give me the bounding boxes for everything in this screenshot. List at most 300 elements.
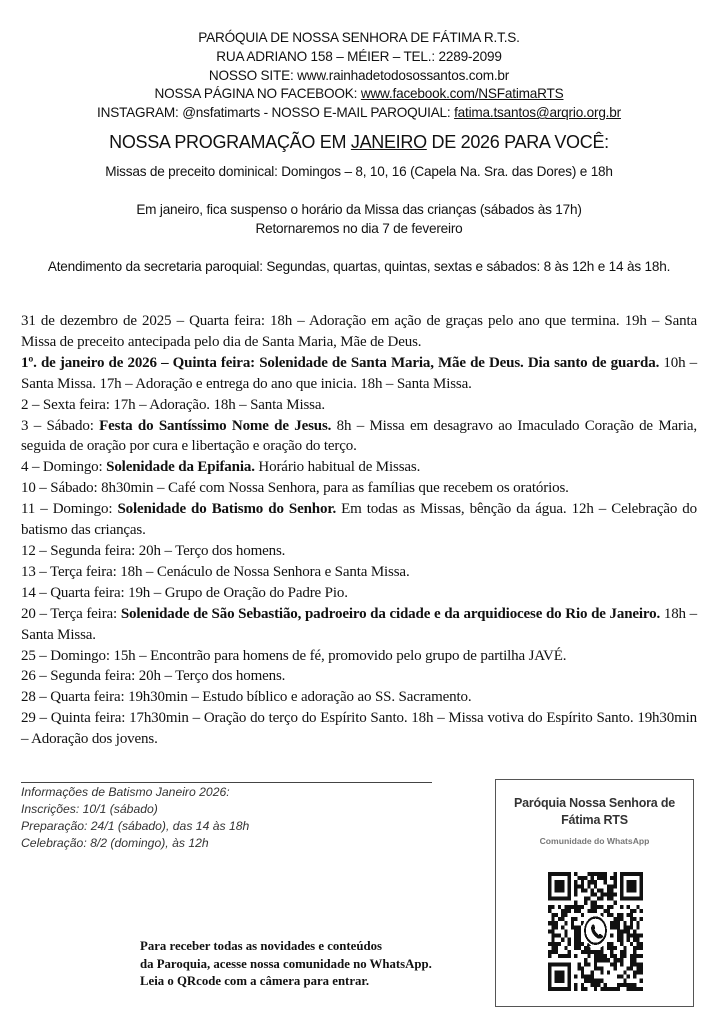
qr-module — [591, 970, 594, 974]
email-link[interactable]: fatima.tsantos@arqrio.org.br — [454, 105, 621, 121]
qr-module — [620, 983, 623, 987]
qr-module — [548, 954, 551, 958]
qr-module — [636, 938, 639, 942]
qr-module — [614, 962, 617, 966]
qr-module — [574, 880, 577, 884]
qr-module — [620, 913, 623, 917]
qr-module — [600, 987, 603, 991]
qr-module — [551, 938, 554, 942]
qr-module — [607, 958, 610, 962]
qr-module — [600, 905, 603, 909]
qr-module — [620, 938, 623, 942]
qr-module — [610, 962, 613, 966]
qr-module — [555, 913, 558, 917]
qr-module — [633, 975, 636, 979]
schedule-item — [21, 416, 697, 458]
qr-module — [636, 925, 639, 929]
baptism-celebration: Celebração: 8/2 (domingo), às 12h — [21, 836, 209, 850]
qr-module — [610, 888, 613, 892]
qr-module — [610, 934, 613, 938]
qr-module — [630, 909, 633, 913]
qr-module — [594, 901, 597, 905]
qr-module — [581, 970, 584, 974]
qr-module — [636, 905, 639, 909]
qr-module — [584, 958, 587, 962]
qr-code[interactable] — [548, 872, 643, 991]
qr-module — [623, 921, 626, 925]
facebook-link[interactable]: www.facebook.com/NSFatimaRTS — [360, 86, 564, 102]
schedule-item — [21, 583, 697, 604]
title-prefix: NOSSA PROGRAMAÇÃO EM — [109, 132, 351, 152]
qr-module — [620, 942, 623, 946]
qr-module — [581, 884, 584, 888]
schedule-item — [21, 646, 697, 667]
schedule-item — [21, 457, 697, 478]
qr-module — [594, 962, 597, 966]
baptism-title: Informações de Batismo Janeiro 2026: — [21, 785, 230, 799]
qr-module — [574, 929, 577, 933]
qr-module — [581, 975, 584, 979]
qr-module — [614, 880, 617, 884]
qr-module — [617, 958, 620, 962]
qr-module — [564, 921, 567, 925]
schedule-highlight: Solenidade de São Sebastião, padroeiro da cidade e da arquidiocese do Rio de Janeiro. — [120, 605, 661, 622]
schedule-item — [21, 353, 697, 395]
qr-module — [610, 950, 613, 954]
qr-module — [574, 925, 577, 929]
qr-module — [597, 905, 600, 909]
qr-module — [623, 929, 626, 933]
qr-module — [623, 954, 626, 958]
schedule-text: Em todas as Missas, bênção da água. 12h – Celebração do batismo das crianças. — [21, 501, 697, 539]
schedule-item — [21, 562, 697, 583]
qr-module — [610, 954, 613, 958]
qr-module — [640, 970, 643, 974]
qr-module — [594, 893, 597, 897]
qr-module — [633, 929, 636, 933]
qr-module — [600, 979, 603, 983]
qr-module — [561, 913, 564, 917]
qr-module — [614, 958, 617, 962]
qr-module — [614, 925, 617, 929]
qr-module — [568, 954, 571, 958]
qr-module — [607, 905, 610, 909]
qr-module — [600, 970, 603, 974]
parish-address: RUA ADRIANO 158 – MÉIER – TEL.: 2289-2099 — [216, 48, 502, 64]
qr-module — [617, 921, 620, 925]
qr-module — [614, 954, 617, 958]
schedule-highlight: 1º. de janeiro de 2026 – Quinta feira: Solenidade de Santa Maria, Mãe de Deus. Dia santo de guarda. — [21, 354, 660, 371]
schedule-text: 10h – Santa Missa. 17h – Adoração e entrega do ano que inicia. 18h – Santa Missa. — [21, 354, 697, 392]
qr-card-title — [496, 795, 693, 829]
qr-module — [614, 921, 617, 925]
page-title — [0, 130, 718, 154]
qr-module — [587, 950, 590, 954]
qr-title-line: Fátima RTS — [561, 813, 628, 827]
qr-module — [587, 872, 590, 876]
qr-module — [568, 909, 571, 913]
qr-module — [551, 934, 554, 938]
qr-module — [581, 888, 584, 892]
qr-module — [614, 987, 617, 991]
qr-module — [584, 979, 587, 983]
facebook-line — [0, 85, 718, 104]
qr-module — [561, 917, 564, 921]
title-suffix: DE 2026 PARA VOCÊ: — [426, 132, 609, 152]
qr-module — [581, 966, 584, 970]
qr-module — [607, 942, 610, 946]
qr-module — [561, 925, 564, 929]
qr-module — [636, 987, 639, 991]
qr-module — [577, 905, 580, 909]
qr-module — [555, 921, 558, 925]
qr-module — [594, 909, 597, 913]
qr-module — [568, 905, 571, 909]
qr-module — [610, 893, 613, 897]
qr-module — [627, 929, 630, 933]
qr-module — [620, 934, 623, 938]
qr-module — [564, 954, 567, 958]
qr-module — [548, 905, 551, 909]
qr-module — [610, 905, 613, 909]
qr-module — [571, 905, 574, 909]
facebook-label: NOSSA PÁGINA NO FACEBOOK: — [154, 86, 361, 102]
qr-module — [636, 921, 639, 925]
qr-module — [623, 979, 626, 983]
qr-module — [577, 925, 580, 929]
qr-module — [577, 884, 580, 888]
qr-module — [551, 946, 554, 950]
qr-module — [630, 987, 633, 991]
qr-module — [594, 884, 597, 888]
qr-module — [600, 958, 603, 962]
qr-module — [577, 876, 580, 880]
message-line: Leia o QRcode com a câmera para entrar. — [140, 974, 370, 988]
qr-module — [633, 938, 636, 942]
qr-module — [584, 950, 587, 954]
qr-module — [636, 934, 639, 938]
qr-module — [604, 893, 607, 897]
qr-module — [591, 893, 594, 897]
instagram-label: INSTAGRAM: @nsfatimarts - NOSSO E-MAIL PAROQUIAL: — [97, 105, 455, 121]
qr-module — [581, 905, 584, 909]
qr-module — [597, 876, 600, 880]
schedule-highlight: Solenidade do Batismo do Senhor. — [117, 501, 337, 518]
qr-module — [630, 962, 633, 966]
qr-module — [607, 987, 610, 991]
baptism-registration: Inscrições: 10/1 (sábado) — [21, 802, 158, 816]
schedule-item — [21, 604, 697, 646]
schedule-text: 2 – Sexta feira: 17h – Adoração. 18h – Santa Missa. — [21, 396, 325, 413]
qr-module — [591, 880, 594, 884]
qr-module — [574, 893, 577, 897]
qr-module — [577, 946, 580, 950]
qr-module — [584, 888, 587, 892]
qr-module — [633, 970, 636, 974]
qr-module — [610, 921, 613, 925]
qr-module — [594, 954, 597, 958]
qr-module — [607, 884, 610, 888]
qr-module — [636, 962, 639, 966]
qr-module — [617, 929, 620, 933]
qr-module — [571, 921, 574, 925]
schedule-text: 10 – Sábado: 8h30min – Café com Nossa Senhora, para as famílias que recebem os oratórios. — [21, 480, 569, 497]
qr-module — [633, 987, 636, 991]
qr-module — [597, 958, 600, 962]
site-url: www.rainhadetodosossantos.com.br — [297, 67, 510, 83]
qr-module — [548, 942, 551, 946]
qr-module — [604, 958, 607, 962]
return-date-notice: Retornaremos no dia 7 de fevereiro — [255, 221, 463, 236]
schedule-text: 28 – Quarta feira: 19h30min – Estudo bíblico e adoração ao SS. Sacramento. — [21, 689, 472, 706]
site-label: NOSSO SITE: — [208, 67, 298, 83]
qr-module — [620, 975, 623, 979]
qr-module — [594, 966, 597, 970]
qr-module — [633, 962, 636, 966]
qr-module — [584, 897, 587, 901]
schedule-text: 25 – Domingo: 15h – Encontrão para homens de fé, promovido pelo grupo de partilha JAVÉ. — [21, 647, 567, 664]
qr-module — [610, 942, 613, 946]
qr-module — [558, 934, 561, 938]
site-line — [0, 67, 718, 86]
qr-module — [604, 954, 607, 958]
qr-module — [548, 909, 551, 913]
schedule-item — [21, 499, 697, 541]
qr-module — [571, 925, 574, 929]
qr-module — [610, 897, 613, 901]
qr-module — [581, 913, 584, 917]
office-hours-notice: Atendimento da secretaria paroquial: Segundas, quartas, quintas, sextas e sábados: 8 às 12h e 14 às 18h. — [47, 259, 671, 274]
qr-module — [630, 966, 633, 970]
qr-module — [597, 983, 600, 987]
qr-module — [633, 983, 636, 987]
qr-module — [604, 909, 607, 913]
qr-module — [558, 954, 561, 958]
qr-module — [594, 950, 597, 954]
qr-module — [627, 934, 630, 938]
qr-module — [600, 872, 603, 876]
qr-module — [604, 983, 607, 987]
qr-module — [614, 872, 617, 876]
qr-module — [633, 946, 636, 950]
qr-module — [607, 888, 610, 892]
qr-module — [630, 917, 633, 921]
qr-module — [551, 925, 554, 929]
qr-module — [600, 950, 603, 954]
qr-module — [627, 905, 630, 909]
qr-module — [627, 913, 630, 917]
qr-module — [587, 880, 590, 884]
qr-module — [564, 909, 567, 913]
qr-module — [640, 909, 643, 913]
qr-module — [604, 987, 607, 991]
schedule-text: 11 – Domingo: — [21, 501, 118, 518]
qr-module — [558, 942, 561, 946]
qr-module — [577, 966, 580, 970]
qr-module — [614, 901, 617, 905]
qr-module — [597, 872, 600, 876]
qr-module — [574, 954, 577, 958]
qr-module — [607, 909, 610, 913]
qr-module — [636, 946, 639, 950]
qr-module — [620, 929, 623, 933]
instagram-email-line — [0, 104, 718, 123]
qr-module — [640, 917, 643, 921]
qr-module — [591, 872, 594, 876]
schedule-item — [21, 666, 697, 687]
qr-module — [610, 876, 613, 880]
qr-module — [574, 917, 577, 921]
qr-module — [617, 913, 620, 917]
qr-module — [594, 880, 597, 884]
qr-module — [633, 950, 636, 954]
schedule-text: 14 – Quarta feira: 19h – Grupo de Oração do Padre Pio. — [21, 584, 348, 601]
sunday-masses-notice: Missas de preceito dominical: Domingos – 8, 10, 16 (Capela Na. Sra. das Dores) e 18h — [105, 164, 613, 179]
qr-module — [623, 983, 626, 987]
qr-module — [640, 966, 643, 970]
qr-module — [617, 975, 620, 979]
qr-module — [636, 954, 639, 958]
qr-module — [597, 950, 600, 954]
qr-module — [555, 942, 558, 946]
qr-module — [591, 983, 594, 987]
qr-module — [555, 946, 558, 950]
qr-module — [600, 966, 603, 970]
qr-module — [600, 897, 603, 901]
schedule-text: 13 – Terça feira: 18h – Cenáculo de Nossa Senhora e Santa Missa. — [21, 563, 410, 580]
qr-module — [630, 983, 633, 987]
qr-module — [623, 946, 626, 950]
qr-module — [610, 913, 613, 917]
qr-module — [623, 970, 626, 974]
qr-module — [617, 983, 620, 987]
schedule-list — [21, 311, 697, 750]
qr-module — [620, 954, 623, 958]
qr-module — [614, 893, 617, 897]
qr-module — [594, 905, 597, 909]
qr-module — [564, 946, 567, 950]
qr-module — [636, 970, 639, 974]
qr-module — [591, 905, 594, 909]
qr-module — [577, 929, 580, 933]
message-line: da Paroquia, acesse nossa comunidade no WhatsApp. — [140, 956, 432, 971]
qr-module — [591, 888, 594, 892]
qr-module — [587, 909, 590, 913]
qr-module — [633, 954, 636, 958]
qr-module — [614, 884, 617, 888]
qr-module — [581, 876, 584, 880]
qr-module — [551, 921, 554, 925]
qr-module — [627, 938, 630, 942]
qr-module — [640, 946, 643, 950]
qr-module — [630, 954, 633, 958]
qr-module — [640, 987, 643, 991]
qr-module — [574, 884, 577, 888]
schedule-text: 3 – Sábado: — [21, 417, 100, 434]
qr-module — [584, 962, 587, 966]
qr-module — [591, 876, 594, 880]
qr-module — [630, 958, 633, 962]
schedule-text: 20 – Terça feira: — [21, 605, 121, 622]
qr-module — [558, 905, 561, 909]
qr-module — [623, 950, 626, 954]
schedule-item — [21, 708, 697, 750]
qr-module — [564, 913, 567, 917]
qr-module — [627, 975, 630, 979]
qr-module — [591, 979, 594, 983]
qr-module — [551, 913, 554, 917]
qr-module — [574, 909, 577, 913]
qr-module — [577, 909, 580, 913]
qr-module — [620, 958, 623, 962]
qr-module — [610, 925, 613, 929]
qr-module — [604, 880, 607, 884]
qr-module — [587, 897, 590, 901]
qr-module — [564, 929, 567, 933]
qr-module — [627, 925, 630, 929]
qr-module — [600, 954, 603, 958]
qr-card-subtitle: Comunidade do WhatsApp — [539, 836, 650, 846]
qr-module — [617, 917, 620, 921]
section-divider — [21, 782, 432, 783]
qr-module — [587, 954, 590, 958]
qr-module — [568, 942, 571, 946]
qr-module — [548, 921, 551, 925]
qr-module — [627, 966, 630, 970]
qr-module — [630, 934, 633, 938]
qr-module — [627, 987, 630, 991]
schedule-item — [21, 541, 697, 562]
qr-module — [614, 966, 617, 970]
qr-module — [620, 950, 623, 954]
qr-module — [574, 872, 577, 876]
schedule-text: Horário habitual de Missas. — [254, 459, 421, 476]
qr-module — [584, 876, 587, 880]
qr-module — [600, 893, 603, 897]
qr-module — [617, 938, 620, 942]
qr-module — [574, 946, 577, 950]
schedule-text: 8h – Missa em desagravo ao Imaculado Coração de Maria, seguida de oração por cura e libertação e oração do terço. — [21, 417, 697, 455]
qr-module — [594, 958, 597, 962]
qr-module — [591, 901, 594, 905]
qr-module — [551, 929, 554, 933]
children-mass-notice: Em janeiro, fica suspenso o horário da Missa das crianças (sábados às 17h) — [136, 202, 582, 217]
qr-module — [551, 950, 554, 954]
qr-module — [591, 975, 594, 979]
qr-module — [610, 987, 613, 991]
qr-module — [597, 979, 600, 983]
schedule-item — [21, 687, 697, 708]
qr-module — [607, 893, 610, 897]
qr-title-line: Paróquia Nossa Senhora de — [513, 796, 676, 810]
qr-module — [607, 913, 610, 917]
qr-module — [564, 934, 567, 938]
whatsapp-community-message — [140, 938, 432, 991]
qr-module — [581, 983, 584, 987]
schedule-text: 12 – Segunda feira: 20h – Terço dos homens. — [21, 542, 286, 559]
whatsapp-icon — [582, 914, 610, 948]
qr-module — [636, 942, 639, 946]
parish-name: PARÓQUIA DE NOSSA SENHORA DE FÁTIMA R.T.S. — [198, 30, 520, 45]
schedule-text: 18h – Santa Missa. — [21, 605, 697, 643]
qr-module — [555, 925, 558, 929]
qr-module — [597, 888, 600, 892]
qr-module — [571, 917, 574, 921]
qr-module — [561, 938, 564, 942]
qr-module — [633, 909, 636, 913]
schedule-highlight: Solenidade da Epifania. — [106, 459, 255, 476]
qr-module — [617, 987, 620, 991]
